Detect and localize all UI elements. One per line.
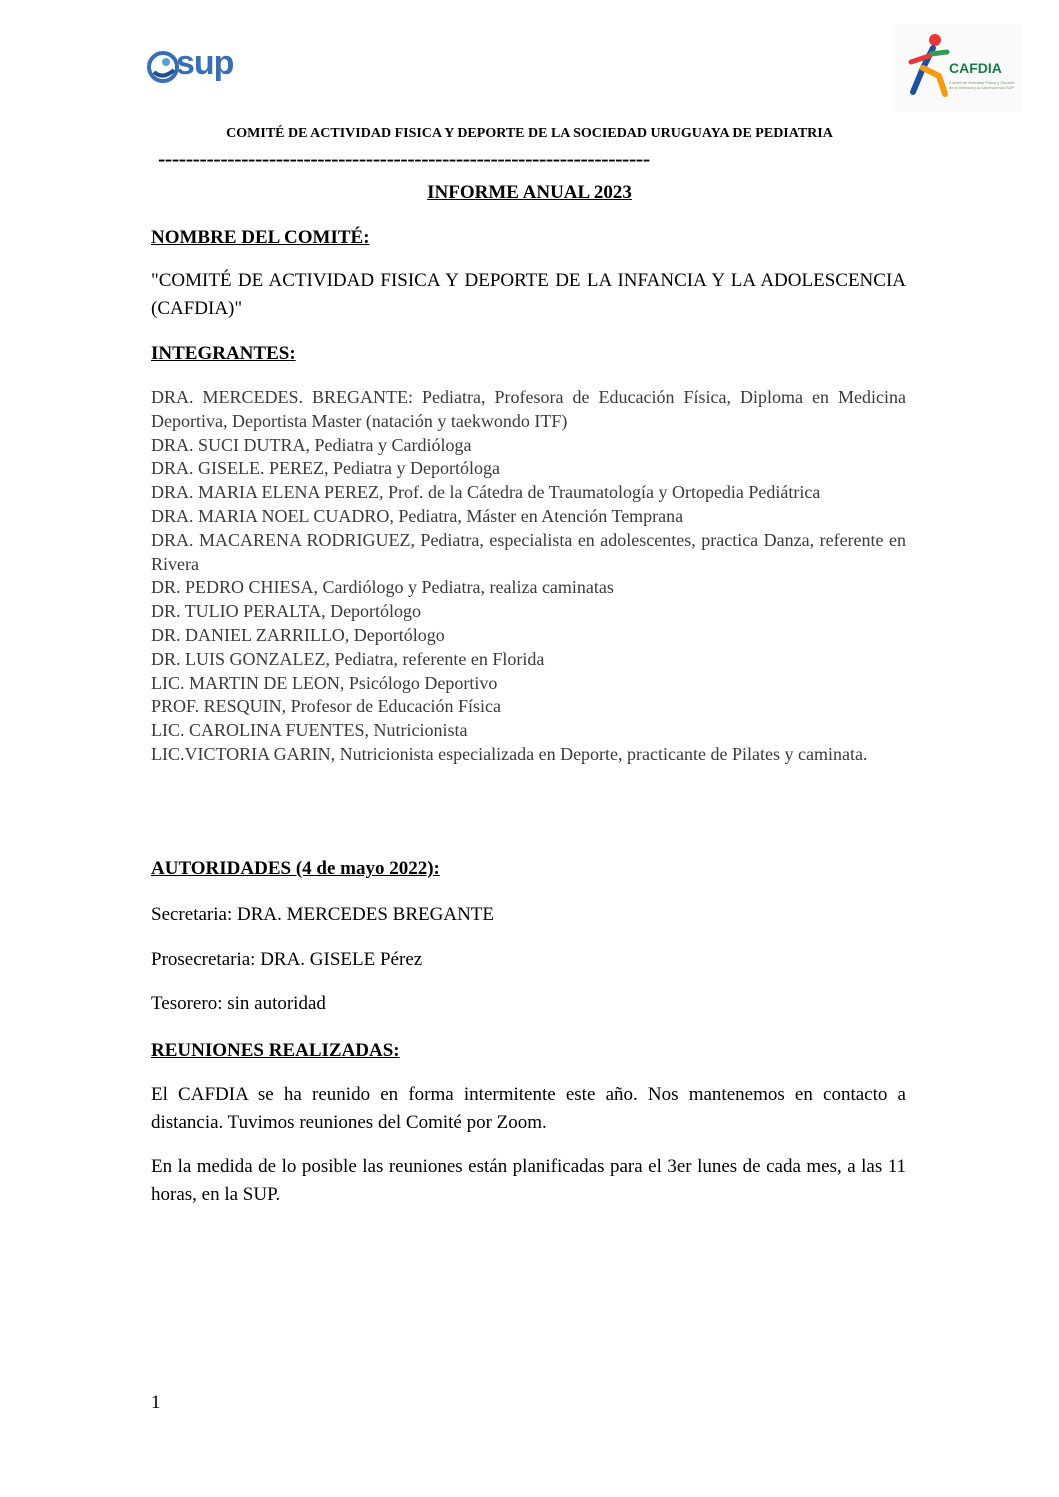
sup-logo-text: sup (176, 44, 234, 82)
member-item: DR. PEDRO CHIESA, Cardiólogo y Pediatra, realiza caminatas (151, 577, 614, 598)
cafdia-logo-text: CAFDIA (949, 60, 1002, 76)
cafdia-logo-subtitle: Comité de Actividad Física y Deporte de la Infancia y la Adolescencia SUP (949, 80, 1015, 90)
member-item: DRA. MACARENA RODRIGUEZ, Pediatra, especialista en adolescentes, practica Danza, referente en Rivera (151, 529, 906, 574)
divider-line: ----------------------------------------------------------------------- (158, 148, 650, 170)
tesorero-line: Tesorero: sin autoridad (151, 993, 326, 1014)
member-item: DRA. MERCEDES. BREGANTE: Pediatra, Profesora de Educación Física, Diploma en Medicina Deportiva, Deportista Master (natación y taekwondo ITF) (151, 387, 906, 431)
member-item: DR. LUIS GONZALEZ, Pediatra, referente en Florida (151, 648, 545, 669)
member-item: DR. TULIO PERALTA, Deportólogo (151, 601, 422, 622)
member-item: DRA. MARIA NOEL CUADRO, Pediatra, Máster en Atención Temprana (151, 505, 684, 526)
reuniones-paragraph-2: En la medida de lo posible las reuniones están planificadas para el 3er lunes de cada mes, a las 11 horas, en la SUP. (151, 1156, 906, 1205)
cafdia-logo (893, 24, 1023, 112)
document-title: INFORME ANUAL 2023 (427, 182, 632, 203)
organization-header: COMITÉ DE ACTIVIDAD FISICA Y DEPORTE DE LA SOCIEDAD URUGUAYA DE PEDIATRIA (226, 126, 833, 141)
nombre-heading: NOMBRE DEL COMITÉ: (151, 227, 370, 248)
member-item: DRA. SUCI DUTRA, Pediatra y Cardióloga (151, 434, 472, 455)
prosecretaria-line: Prosecretaria: DRA. GISELE Pérez (151, 949, 423, 970)
member-item: LIC. MARTIN DE LEON, Psicólogo Deportivo (151, 672, 498, 693)
sup-logo-mark-icon (146, 50, 180, 84)
member-item: DRA. GISELE. PEREZ, Pediatra y Deportóloga (151, 458, 500, 479)
member-item: DRA. MARIA ELENA PEREZ, Prof. de la Cátedra de Traumatología y Ortopedia Pediátrica (151, 482, 821, 503)
members-list (151, 386, 906, 767)
member-item: PROF. RESQUIN, Profesor de Educación Física (151, 696, 502, 717)
autoridades-heading: AUTORIDADES (4 de mayo 2022): (151, 858, 440, 879)
nombre-text: "COMITÉ DE ACTIVIDAD FISICA Y DEPORTE DE LA INFANCIA Y LA ADOLESCENCIA (CAFDIA)" (151, 270, 906, 319)
integrantes-heading: INTEGRANTES: (151, 343, 296, 364)
member-item: LIC. CAROLINA FUENTES, Nutricionista (151, 720, 468, 741)
reuniones-heading: REUNIONES REALIZADAS: (151, 1040, 400, 1061)
member-item: LIC.VICTORIA GARIN, Nutricionista especializada en Deporte, practicante de Pilates y caminata. (151, 743, 868, 764)
reuniones-paragraph-1: El CAFDIA se ha reunido en forma intermitente este año. Nos mantenemos en contacto a distancia. Tuvimos reuniones del Comité por Zoom. (151, 1084, 906, 1133)
page-number: 1 (151, 1392, 161, 1413)
secretaria-line: Secretaria: DRA. MERCEDES BREGANTE (151, 904, 495, 925)
member-item: DR. DANIEL ZARRILLO, Deportólogo (151, 624, 445, 645)
